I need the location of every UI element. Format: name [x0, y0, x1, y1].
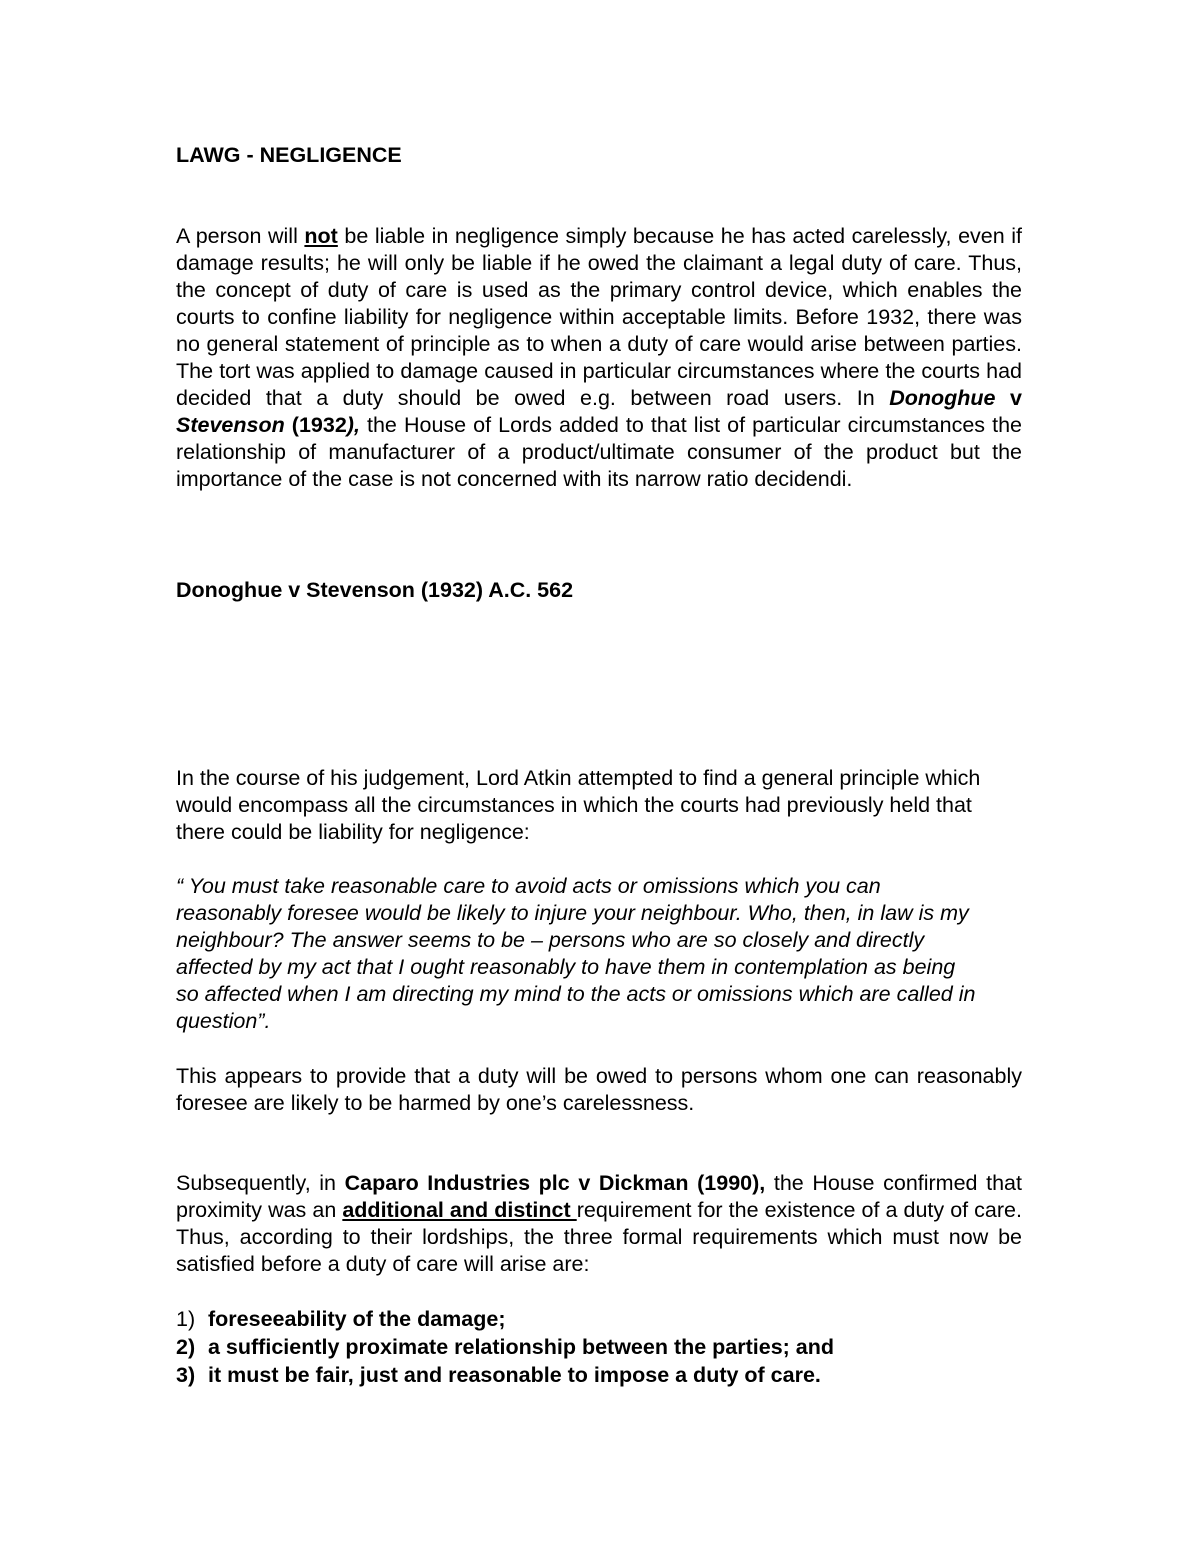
case-party-1: Donoghue	[889, 386, 996, 410]
caparo-text-3: requirement for the existence of a duty of care. Thus, according to their lordships, the three formal requirements which must now be satisfied before a duty of care will arise are:	[176, 1198, 1022, 1276]
case-year: (1932	[284, 413, 347, 437]
intro-paragraph	[176, 223, 1022, 493]
requirements-list	[176, 1305, 1022, 1389]
case-close: ),	[346, 413, 360, 437]
list-item	[176, 1361, 1022, 1389]
caparo-text-2: the House confirmed that proximity was an	[176, 1171, 1022, 1222]
atkin-quote: “ You must take reasonable care to avoid acts or omissions which you can reasonably foresee would be likely to injure your neighbour. Who, then, in law is my neighbour? The answer seems to be – persons who are so closely and directly affected by my act that I ought reasonably to have them in contemplation as being so affected when I am directing my mind to the acts or omissions which are called in question”.	[176, 874, 976, 1033]
document-page	[176, 0, 1022, 1553]
list-item-text: foreseeability of the damage;	[208, 1307, 506, 1331]
list-item	[176, 1333, 1022, 1361]
caparo-emphasis: additional and distinct	[342, 1198, 577, 1222]
case-party-2: Stevenson	[176, 413, 285, 437]
list-item-number: 2)	[176, 1335, 196, 1359]
list-item-text: it must be fair, just and reasonable to impose a duty of care.	[208, 1363, 821, 1387]
intro-text-3: the House of Lords added to that list of particular circumstances the relationship of manufacturer of a product/ultimate consumer of the product but the importance of the case is not concerned with its narrow ratio decidendi.	[176, 413, 1022, 491]
list-item	[176, 1305, 1022, 1333]
intro-text-2: be liable in negligence simply because he has acted carelessly, even if damage results; he will only be liable if he owed the claimant a legal duty of care. Thus, the concept of duty of care is used as the primary control device, which enables the courts to confine liability for negligence within acceptable limits. Before 1932, there was no general statement of principle as to when a duty of care would arise between parties. The tort was applied to damage caused in particular circumstances where the courts had decided that a duty should be owed e.g. between road users. In	[176, 224, 1023, 410]
appears-paragraph: This appears to provide that a duty will be owed to persons whom one can reasonably foresee are likely to be harmed by one’s carelessness.	[176, 1064, 1022, 1115]
intro-text-1: A person will	[176, 224, 305, 248]
case-versus: v	[995, 386, 1022, 410]
list-item-number: 1)	[176, 1307, 196, 1331]
caparo-text-1: Subsequently, in	[176, 1171, 345, 1195]
case-heading: Donoghue v Stevenson (1932) A.C. 562	[176, 578, 574, 602]
caparo-case-name: Caparo Industries plc v Dickman (1990),	[344, 1171, 766, 1195]
atkin-intro-paragraph: In the course of his judgement, Lord Atkin attempted to find a general principle which would encompass all the circumstances in which the courts had previously held that there could be liability for negligence:	[176, 766, 981, 844]
list-item-number: 3)	[176, 1363, 196, 1387]
intro-emphasis-not: not	[304, 224, 338, 248]
list-item-text: a sufficiently proximate relationship between the parties; and	[208, 1335, 835, 1359]
caparo-paragraph	[176, 1170, 1022, 1278]
document-title: LAWG - NEGLIGENCE	[176, 143, 402, 167]
